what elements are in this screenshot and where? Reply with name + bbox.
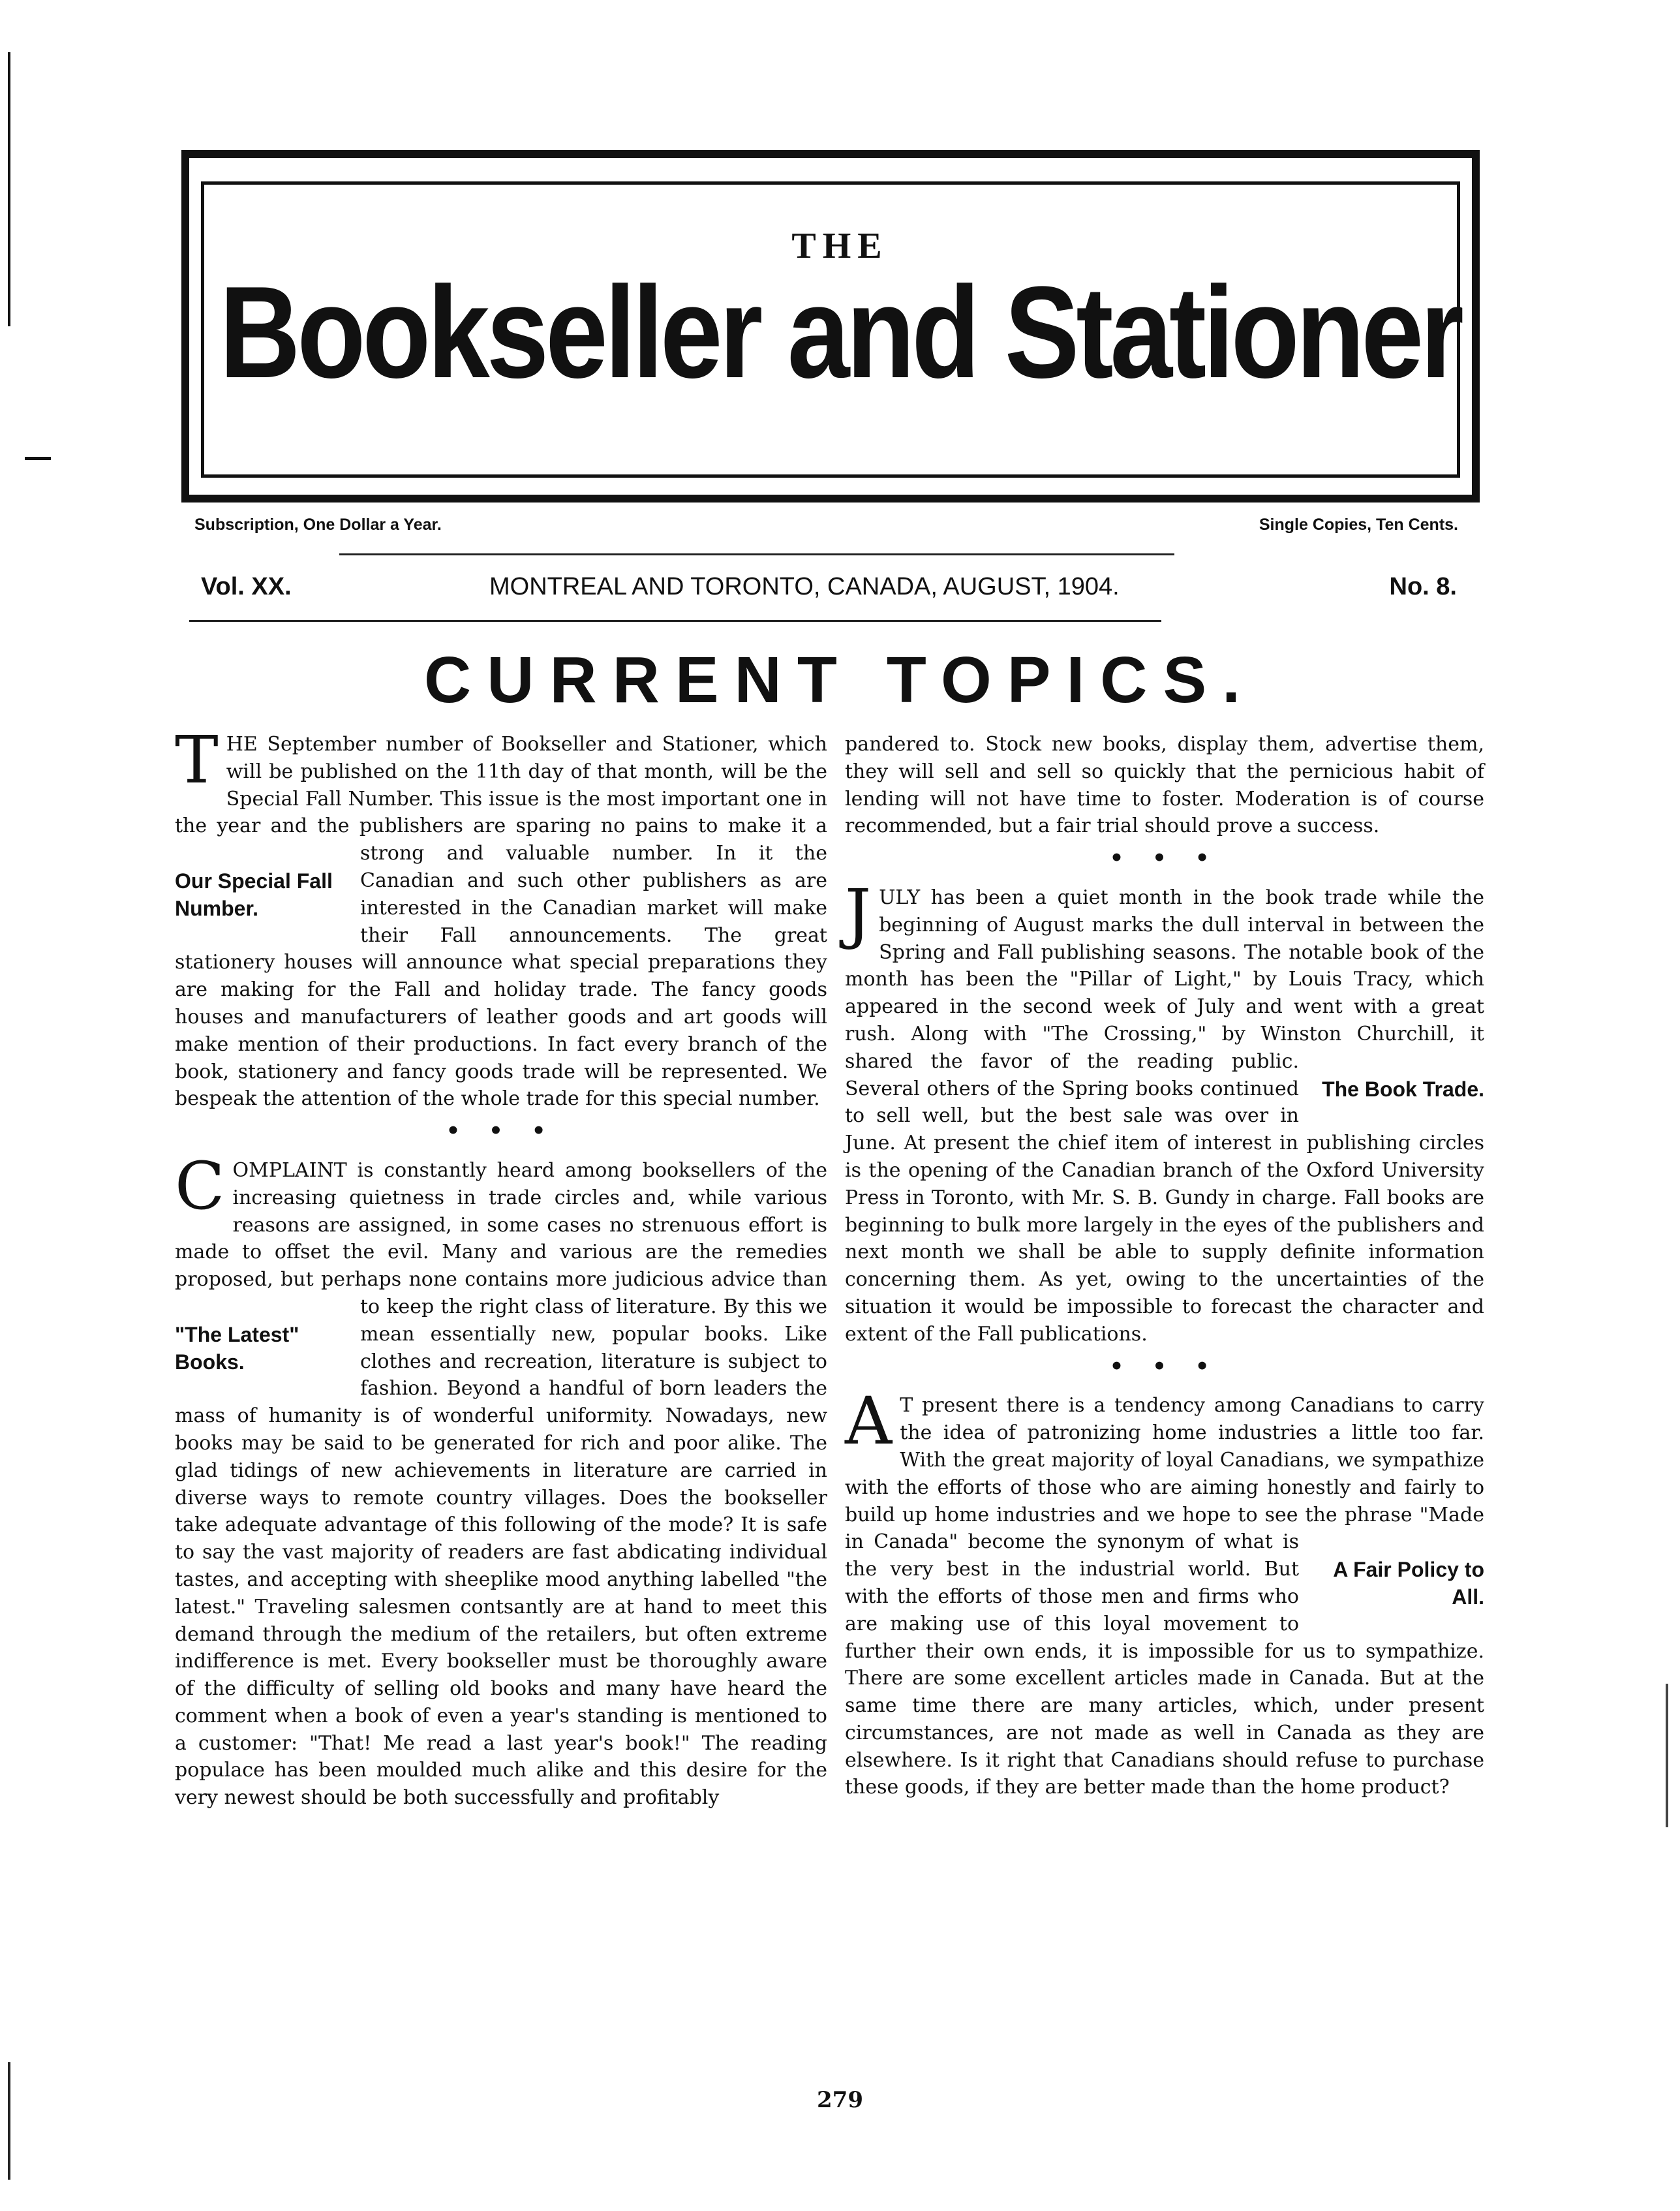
rule-bottom [189, 620, 1161, 622]
subscription-price: Subscription, One Dollar a Year. [194, 516, 442, 534]
article-text: T present there is a tendency among Canadians to carry the idea of patronizing home industries a little too far. With the great majority of loyal Canadians, we sympathize with the efforts of those who are aiming honestly and fairly to build up home industries and we hope to see the phrase "Made in Canada" become the synonym of what is [845, 1394, 1484, 1554]
drop-cap: J [845, 874, 872, 951]
volume: Vol. XX. [201, 573, 292, 600]
right-column [845, 731, 1484, 1801]
article-fair-policy [845, 1383, 1484, 1801]
binding-edge [8, 52, 10, 326]
article-text: In it the Canadian and such other publishers as are interested in the Canadian market will make their Fall announcements. The great stationery houses will announce what special preparations they are making for the Fall and holiday trade. The fancy goods houses and manufacturers of leather goods and art goods will make mention of their productions. In fact every branch of the book, stationery and fancy goods trade will be represented. We bespeak the attention of the whole trade for this special number. [175, 842, 827, 1111]
article-special-fall-number [175, 722, 827, 1113]
section-separator: • • • [1109, 1353, 1220, 1380]
article-continued [845, 731, 1484, 840]
section-separator: • • • [1109, 845, 1220, 872]
article-text: HE September number of Bookseller and Stationer, which will be published on the 11th day of that month, will be the Special Fall Number. This issue is the most important one in the year and the publishers are sparing no pains to make it a strong and valuable number. [175, 733, 827, 865]
side-heading: Our Special Fall Number. [175, 869, 333, 921]
section-heading: CURRENT TOPICS. [424, 643, 1256, 717]
article-text: ULY has been a quiet month in the book trade while the beginning of August marks the dull interval in between the Spring and Fall publishing seasons. The notable book of the month has been the "Pillar of Light," by Louis Tracy, which appeared in the second week of July and went with a great rush. Along with "The Crossing," by Winston Churchill, it shared the favor of [845, 886, 1484, 1073]
drop-cap: T [175, 722, 219, 798]
article-text: pandered to. Stock new books, display them, advertise them, they will sell and sell so quickly that the pernicious habit of lending will not have time to foster. Moderation is of course recommended, but a fair trial should prove a success. [845, 733, 1484, 838]
issue-number: No. 8. [1389, 573, 1457, 600]
left-column [175, 722, 827, 1812]
margin-mark-right [1666, 1684, 1668, 1827]
masthead-the: THE [791, 226, 889, 266]
margin-mark [25, 457, 51, 460]
article-text: the very best in the industrial world. But with the efforts of those men and firms who are making use of this loyal movement to further their own ends, it is impossible for us to sympathize. There are some excellent articles made in Canada. But at the same time there are many articles, which, under present circumstances, are not made as well in Canada as they are elsewhere. Is it right that Canadians should refuse to purchase these goods, if they are better made than the home product? [845, 1558, 1484, 1799]
side-heading: A Fair Policy to All. [1333, 1558, 1484, 1609]
page-number: 279 [817, 2087, 863, 2113]
rule-top [339, 553, 1174, 555]
article-text: OMPLAINT is constantly heard among booksellers of the increasing quietness in trade circles and, while various reasons are assigned, in some cases no strenuous effort is made to offset the evil. Many and various are the remedies proposed, but perhaps none contains more judicious advice than to keep [175, 1158, 827, 1318]
article-book-trade [845, 874, 1484, 1348]
side-heading: "The Latest" Books. [175, 1322, 299, 1374]
binding-edge-lower [8, 2062, 10, 2180]
article-latest-books [175, 1147, 827, 1812]
drop-cap: C [175, 1147, 225, 1224]
masthead-title: Bookseller and Stationer [219, 260, 1461, 405]
single-copy-price: Single Copies, Ten Cents. [1259, 516, 1458, 534]
side-heading: The Book Trade. [1322, 1077, 1484, 1101]
drop-cap: A [845, 1383, 893, 1460]
article-text: the right class of literature. By this we mean essentially new, popular books. Like clothes and recreation, literature is subject to fashion. Beyond a handful of born leaders the mass of humanity is of wonderful uniformity. Nowadays, new books may be said to be generated for rich and poor alike. The glad tidings of new achievements in literature are carried in diverse ways to remote country villages. Does the bookseller take adequate advantage of this following of the mode? It is safe to say the vast majority of readers are fast abdicating individual tastes, and accepting with sheeplike mood anything labelled "the latest." Traveling salesmen contsantly are at hand to meet this demand through the medium of the retailers, but often extreme indifference is met. Every bookseller must be thoroughly aware of the difficulty of selling old books and many have heard the comment when a book of even a year's standing is mentioned to a customer: "That! Me read a last year's book!" The reading populace has been moulded much alike and this desire for the very newest should be both successfully and profitably [175, 1295, 827, 1810]
section-separator: • • • [446, 1118, 557, 1145]
article-text: the reading public. Several others of the Spring books continued to sell well, but the best sale was over in June. At present the chief item of interest in publishing circles is the opening of the Canadian branch of the Oxford University Press in Toronto, with Mr. S. B. Gundy in charge. Fall books are beginning to bulk more largely in the eyes of the publishers and next month we shall be able to supply definite information concerning them. As yet, owing to the uncertainties of the situation it would be impossible to forecast the character and extent of the Fall publications. [845, 1049, 1484, 1346]
place-date: MONTREAL AND TORONTO, CANADA, AUGUST, 1904. [489, 573, 1120, 600]
